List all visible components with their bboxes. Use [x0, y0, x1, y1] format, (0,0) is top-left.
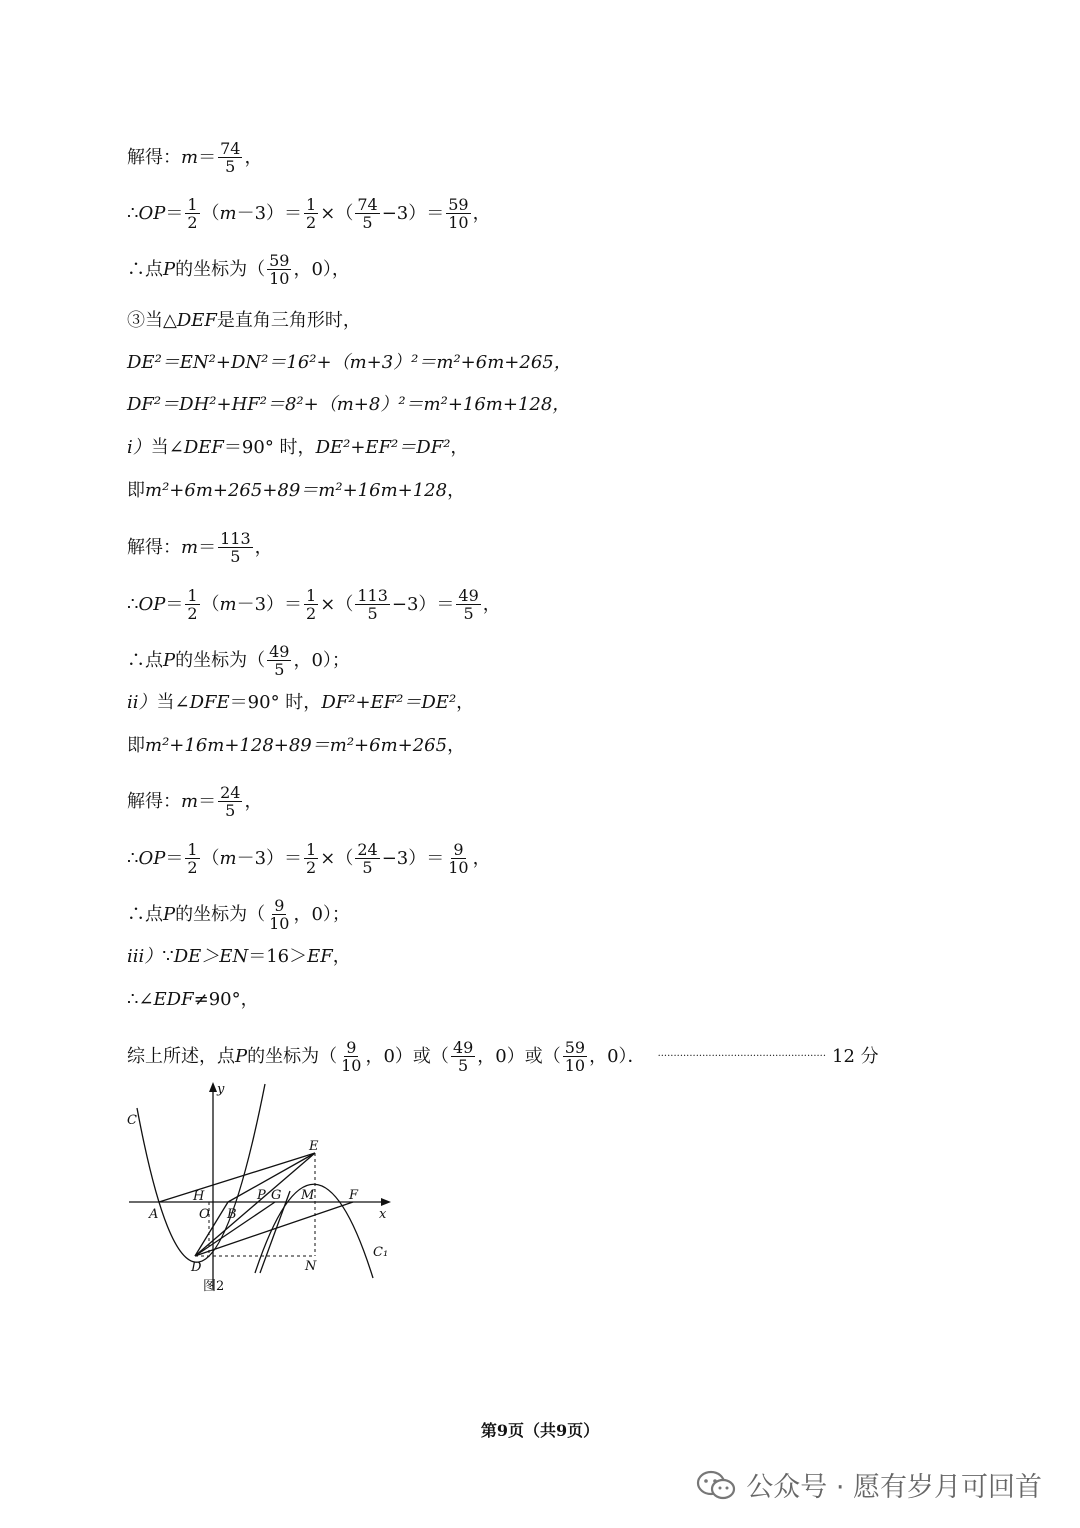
solution-line-12: ii） 当∠ DFE ＝90° 时， DF²+EF²＝DE² ， — [127, 692, 475, 713]
solution-line-17: iii） ∵ DE＞EN ＝16＞ EF ， — [127, 946, 351, 967]
fraction: $\frac{1}{2}$ — [187, 840, 198, 877]
solution-line-16: ∴点 P 的坐标为（ $\frac{9}{10}$ ，0）； — [127, 896, 350, 933]
fraction: $\frac{24}{5}$ — [220, 783, 241, 820]
label-y: y — [217, 1082, 225, 1097]
fraction: $\frac{49}{5}$ — [458, 586, 479, 623]
parabola-c — [137, 1084, 265, 1262]
solution-line-8: 即 m²+6m+265+89＝m²+16m+128 ， — [127, 480, 466, 501]
fraction: $\frac{74}{5}$ — [357, 195, 378, 232]
label-b: B — [227, 1207, 237, 1222]
solution-line-6: DF²＝DH²+HF²＝8²+（m+8）²＝m²+16m+128， — [127, 394, 571, 415]
label-x: x — [379, 1207, 387, 1222]
label-f: F — [349, 1188, 359, 1203]
label-g: G — [271, 1188, 282, 1203]
fraction: $\frac{24}{5}$ — [357, 840, 378, 877]
label-a: A — [149, 1207, 159, 1222]
score-leader-dots: ····················································· — [657, 1050, 827, 1062]
fraction: $\frac{59}{10}$ — [564, 1038, 586, 1075]
solution-line-18: ∴∠ EDF ≠90°， — [127, 989, 259, 1010]
label-d: D — [191, 1260, 202, 1275]
solution-conclusion: 综上所述，点 P 的坐标为（ $\frac{9}{10}$ ，0）或（ $\frac{49}{5}$ ，0）或（ $\frac{59}{10}$ ，0）． ····················································· 12 分 — [127, 1038, 879, 1075]
fraction: $\frac{9}{10}$ — [269, 896, 290, 933]
solution-line-10: ∴ OP ＝ $\frac{1}{2}$ （ m －3）＝ $\frac{1}{2}$ ×（ $\frac{113}{5}$ −3）＝ $\frac{49}{5}$ ， — [127, 586, 501, 623]
solution-line-2: ∴ OP ＝ $\frac{1}{2}$ （ m －3）＝ $\frac{1}{2}$ ×（ $\frac{74}{5}$ −3）＝ $\frac{59}{10}$ ， — [127, 195, 491, 232]
fraction: $\frac{113}{5}$ — [357, 586, 388, 623]
fraction: $\frac{59}{10}$ — [269, 251, 290, 288]
y-axis-arrow — [209, 1082, 217, 1092]
solution-line-15: ∴ OP ＝ $\frac{1}{2}$ （ m －3）＝ $\frac{1}{2}$ ×（ $\frac{24}{5}$ −3）＝ $\frac{9}{10}$ ， — [127, 840, 491, 877]
label-h: H — [193, 1189, 205, 1204]
fraction: $\frac{113}{5}$ — [220, 529, 251, 566]
fraction: $\frac{1}{2}$ — [306, 586, 317, 623]
fraction: $\frac{1}{2}$ — [306, 195, 317, 232]
score-label: 12 分 — [832, 1045, 879, 1067]
wechat-icon — [696, 1470, 736, 1500]
solution-line-14: 解得： m ＝ $\frac{24}{5}$ ， — [127, 783, 263, 820]
fraction: $\frac{1}{2}$ — [306, 840, 317, 877]
fraction: $\frac{1}{2}$ — [187, 195, 198, 232]
solution-line-7: i） 当∠ DEF ＝90° 时， DE²+EF²＝DF² ， — [127, 437, 469, 458]
fraction: $\frac{1}{2}$ — [187, 586, 198, 623]
solution-line-9: 解得： m ＝ $\frac{113}{5}$ ， — [127, 529, 273, 566]
solution-line-11: ∴点 P 的坐标为（ $\frac{49}{5}$ ，0）； — [127, 642, 350, 679]
label-p: P — [257, 1188, 266, 1203]
label-o: O — [199, 1207, 210, 1222]
solution-line-1: 解得： m ＝ $\frac{74}{5}$ ， — [127, 139, 263, 176]
fraction: $\frac{49}{5}$ — [269, 642, 290, 679]
label-n: N — [305, 1259, 317, 1274]
figure-caption: 图2 — [203, 1279, 225, 1294]
fraction: $\frac{49}{5}$ — [452, 1038, 474, 1075]
fraction: $\frac{9}{10}$ — [341, 1038, 362, 1075]
fraction: $\frac{74}{5}$ — [220, 139, 241, 176]
solution-line-13: 即 m²+16m+128+89＝m²+6m+265 ， — [127, 735, 466, 756]
fraction: $\frac{9}{10}$ — [448, 840, 469, 877]
page-footer: 第9页（共9页） — [480, 1421, 600, 1440]
label-c1: C₁ — [373, 1245, 389, 1260]
label-m: M — [301, 1188, 315, 1203]
x-axis-arrow — [381, 1198, 391, 1206]
label-c: C — [127, 1113, 137, 1128]
solution-line-4: ③当△ DEF 是直角三角形时， — [127, 310, 361, 331]
label-e: E — [309, 1139, 319, 1154]
solution-line-3: ∴点 P 的坐标为（ $\frac{59}{10}$ ，0）， — [127, 251, 350, 288]
watermark — [696, 1465, 1042, 1504]
geometry-figure — [125, 1078, 395, 1298]
fraction: $\frac{59}{10}$ — [448, 195, 469, 232]
watermark-text: 公众号 · 愿有岁月可回首 — [746, 1472, 1042, 1503]
solution-line-5: DE²＝EN²+DN²＝16²+（m+3）²＝m²+6m+265， — [127, 352, 572, 373]
